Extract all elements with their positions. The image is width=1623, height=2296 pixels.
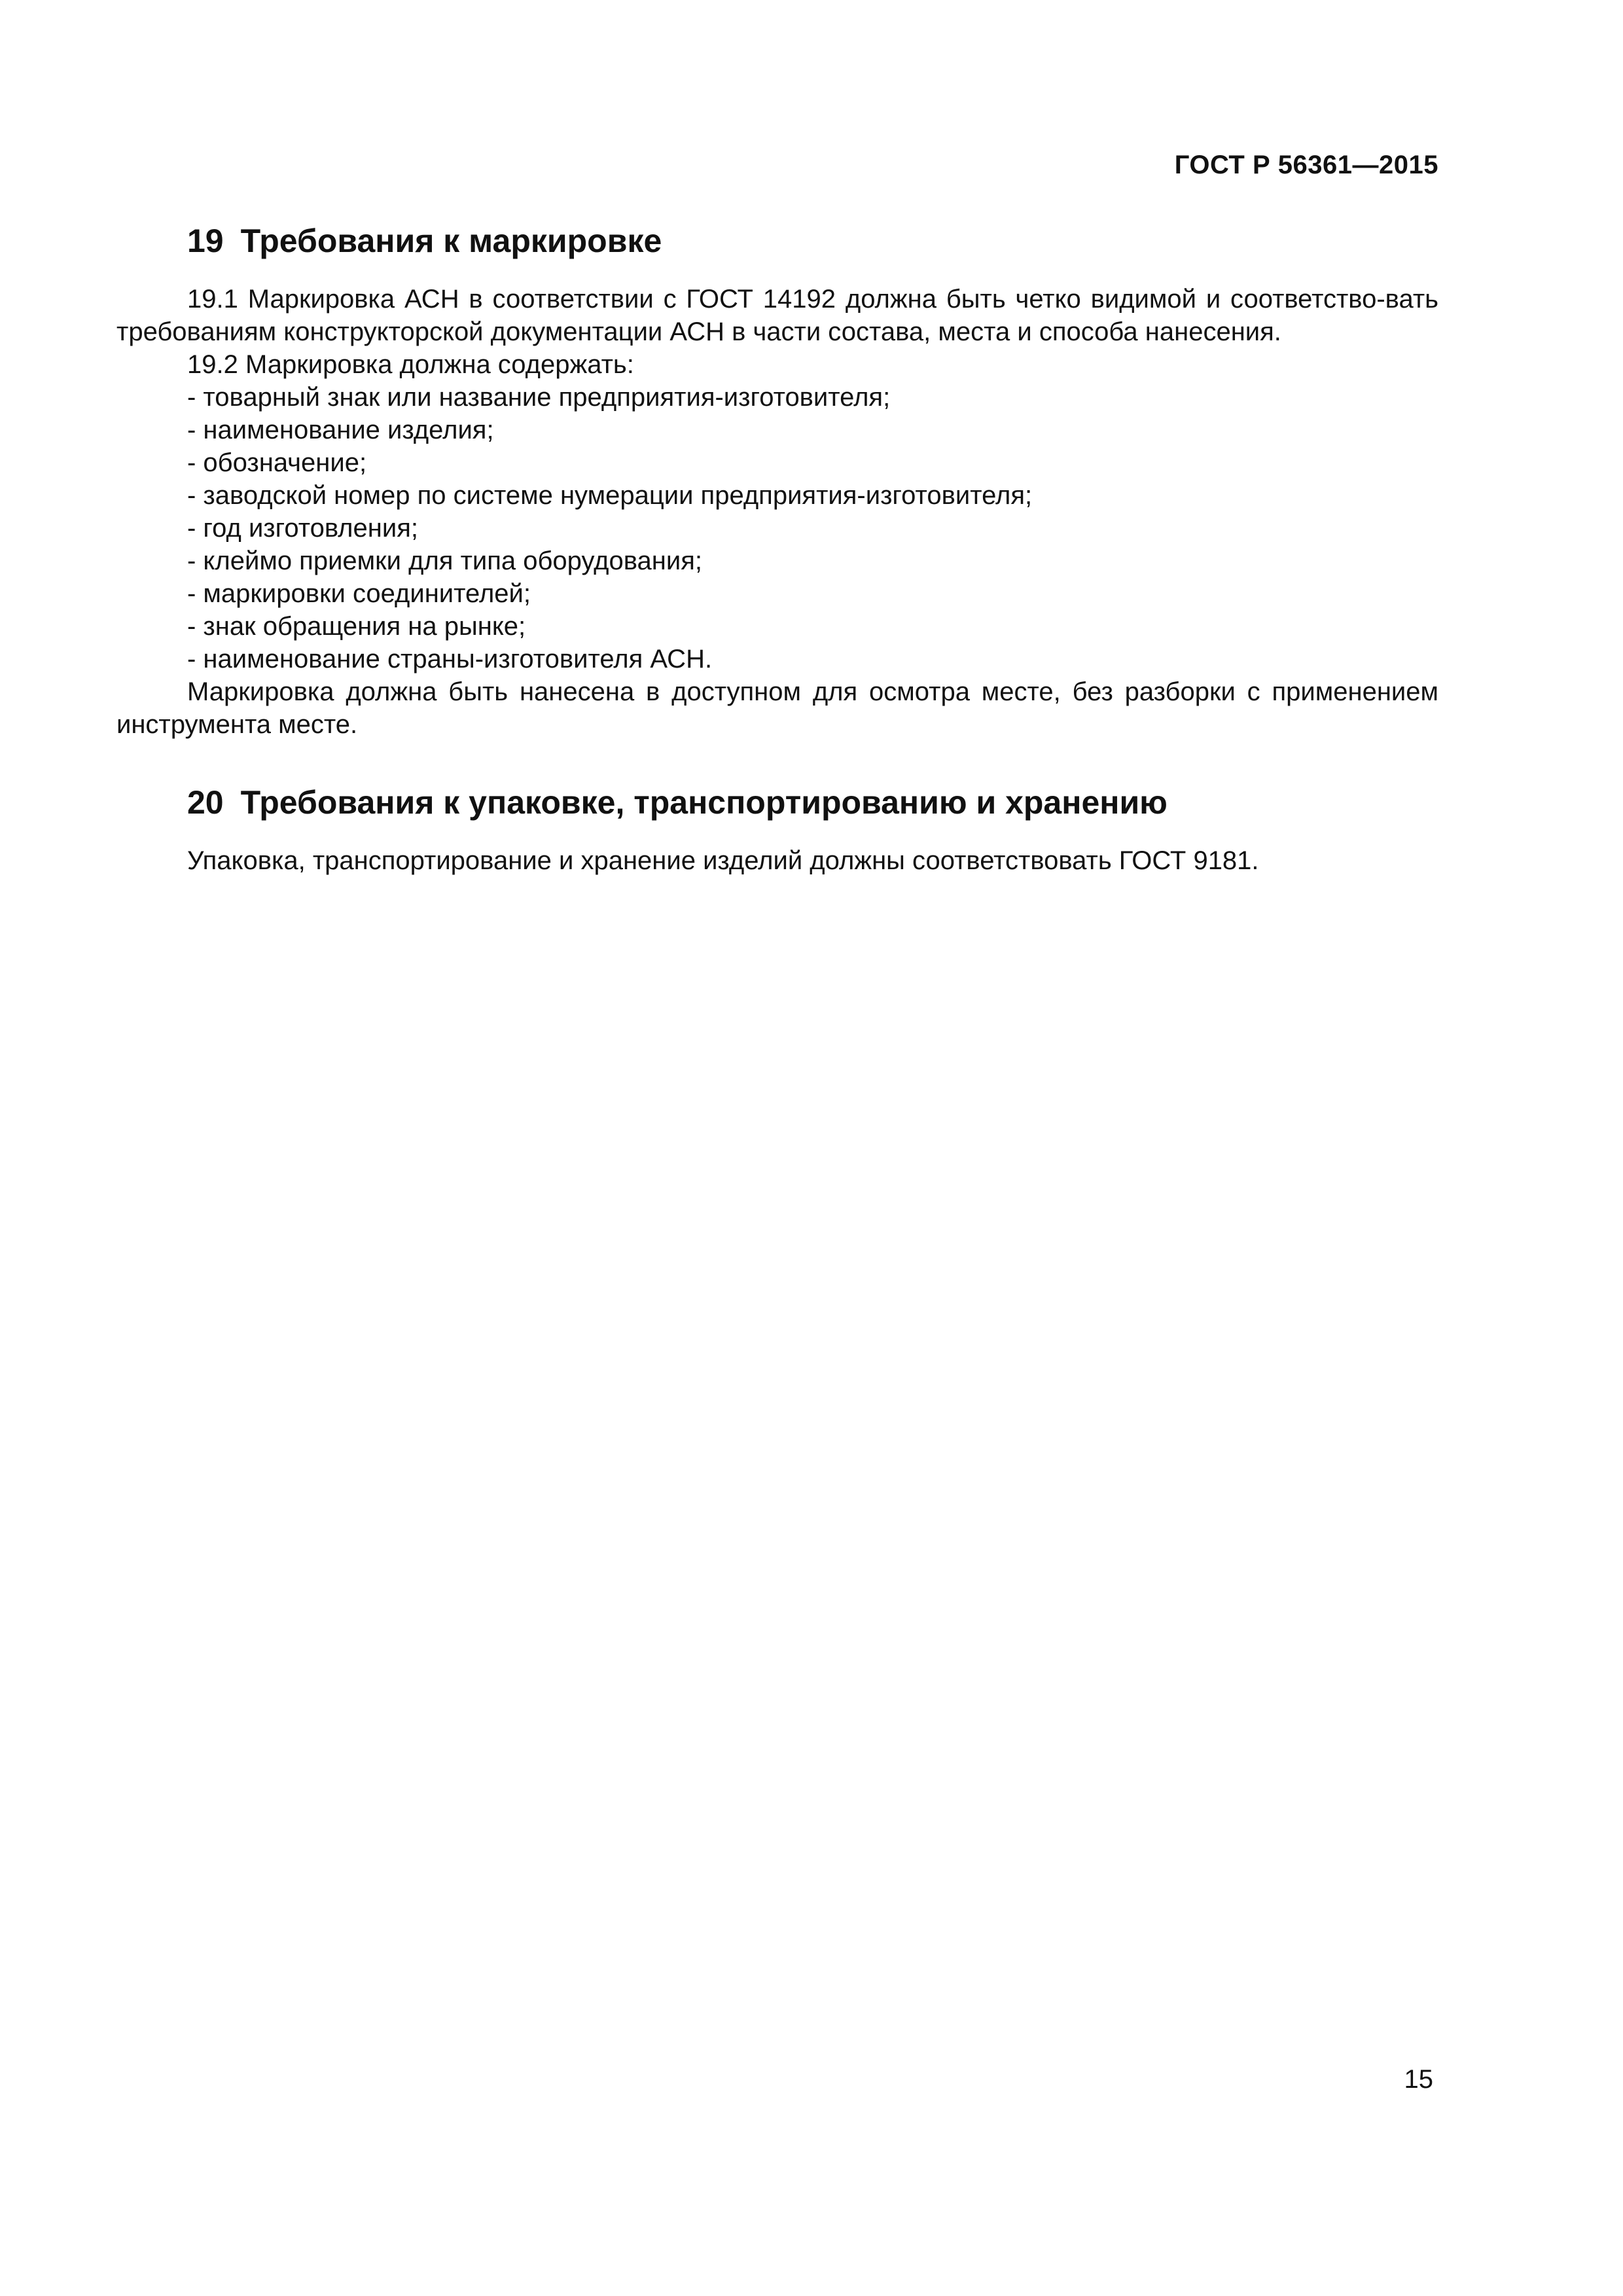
marking-requirements-list: [116, 381, 1438, 675]
paragraph-20: Упаковка, транспортирование и хранение изделий должны соответствовать ГОСТ 9181.: [187, 846, 1259, 875]
list-item: - заводской номер по системе нумерации предприятия-изготовителя;: [187, 481, 1033, 510]
paragraph-19-1: 19.1 Маркировка АСН в соответствии с ГОСТ 14192 должна быть четко видимой и соответство-вать требованиям конструкторской документации АСН в части состава, места и способа нанесения.: [116, 285, 1438, 346]
section-20-title: Требования к упаковке, транспортированию и хранению: [240, 784, 1168, 821]
list-item: - наименование изделия;: [187, 416, 494, 444]
document-code: ГОСТ Р 56361—2015: [1174, 151, 1438, 179]
list-item: - знак обращения на рынке;: [187, 612, 526, 641]
paragraph-19-closing: Маркировка должна быть нанесена в доступном для осмотра месте, без разборки с применением инструмента месте.: [116, 677, 1438, 739]
section-20: [116, 783, 1438, 877]
section-20-heading: [116, 783, 1438, 822]
list-item: - клеймо приемки для типа оборудования;: [187, 547, 702, 575]
list-item: - обозначение;: [187, 448, 367, 477]
section-19-heading: [116, 221, 1438, 260]
list-item: - наименование страны-изготовителя АСН.: [187, 645, 713, 673]
section-19-title: Требования к маркировке: [240, 223, 662, 259]
list-item: - товарный знак или название предприятия-изготовителя;: [187, 383, 891, 412]
list-item: - год изготовления;: [187, 514, 418, 543]
section-19: [116, 221, 1438, 741]
section-19-number: 19: [187, 223, 224, 259]
section-20-number: 20: [187, 784, 224, 821]
page-number: 15: [1404, 2065, 1433, 2094]
paragraph-19-2: 19.2 Маркировка должна содержать:: [187, 350, 634, 379]
list-item: - маркировки соединителей;: [187, 579, 531, 608]
